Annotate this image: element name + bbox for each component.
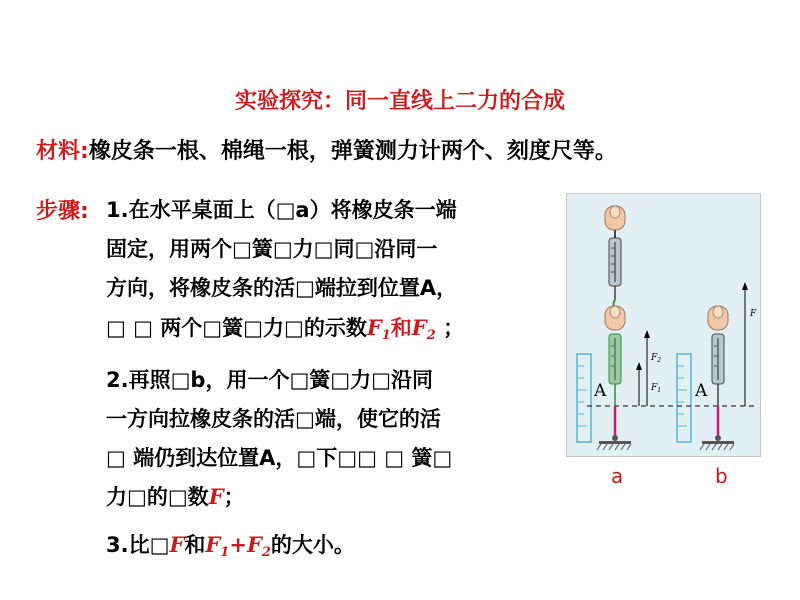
step1-line4-prefix: □ □ 两个□簧□力□的示数 [106,316,367,340]
experiment-illustration [567,194,762,458]
anchor-icon [597,435,631,450]
arrow-icon [644,330,650,406]
step1-line2: 固定，用两个□簧□力□同□沿同一 [106,237,438,261]
arrow-icon [742,282,748,406]
experiment-figure [566,193,761,457]
materials-line [36,134,617,165]
force-symbol-F1: F [205,532,221,557]
spring-scale-icon [609,334,621,406]
step1-and: 和 [390,316,412,340]
steps-label: 步骤: [36,199,89,224]
figure-label-b: b [715,464,728,488]
ruler-left [577,354,591,442]
hand-icon [708,306,728,330]
step3-line [106,529,355,560]
force-symbol-F: F [208,484,224,509]
point-A-label: A [594,381,607,401]
anchor-icon [700,435,734,450]
force-symbol-F2: F [411,315,427,340]
step1-line4 [106,312,464,343]
step2-line2: 一方向拉橡皮条的活□端，使它的活 [106,407,441,431]
spring-scale-icon [609,230,621,300]
step1-line1: 1.在水平桌面上（□a）将橡皮条一端 [106,198,457,222]
materials-text: 橡皮条一根、棉绳一根，弹簧测力计两个、刻度尺等。 [88,139,617,164]
force-subscript-1: 1 [381,328,391,343]
hand-icon [605,206,625,230]
force-symbol-F2: F [246,532,262,557]
step2-line4-prefix: 力□的□数 [106,485,209,509]
force-F2-label: $F_2$ [651,353,662,364]
step2-line4-suffix: ； [223,485,245,509]
arrow-icon [636,362,642,406]
step2-line3: □ 端仍到达位置A，□下□□ □ 簧□ [106,446,453,470]
spring-scale-icon [712,334,724,406]
force-subscript-2: 2 [261,545,271,560]
step2-line1: 2.再照□b，用一个□簧□力□沿同 [106,368,433,392]
step1-line4-suffix: ； [435,316,465,340]
materials-label: 材料: [36,139,89,164]
force-F1-label: $F_1$ [651,383,662,394]
plus-sign: + [229,532,247,557]
force-symbol-F1: F [366,315,382,340]
hand-icon [605,306,625,330]
step3-and: 和 [184,533,206,557]
page-title: 实验探究：同一直线上二力的合成 [234,89,565,114]
force-subscript-1: 1 [220,545,230,560]
figure-label-a: a [611,464,624,488]
force-subscript-2: 2 [426,328,436,343]
force-symbol-F: F [169,532,185,557]
step3-suffix: 的大小。 [270,533,355,557]
force-F-label: F [750,309,757,319]
step1-line3: 方向，将橡皮条的活□端拉到位置A， [106,276,458,300]
point-A-label: A [695,381,708,401]
step3-prefix: 3.比□ [106,533,170,557]
ruler-right [677,354,691,442]
step2-line4 [106,481,245,511]
